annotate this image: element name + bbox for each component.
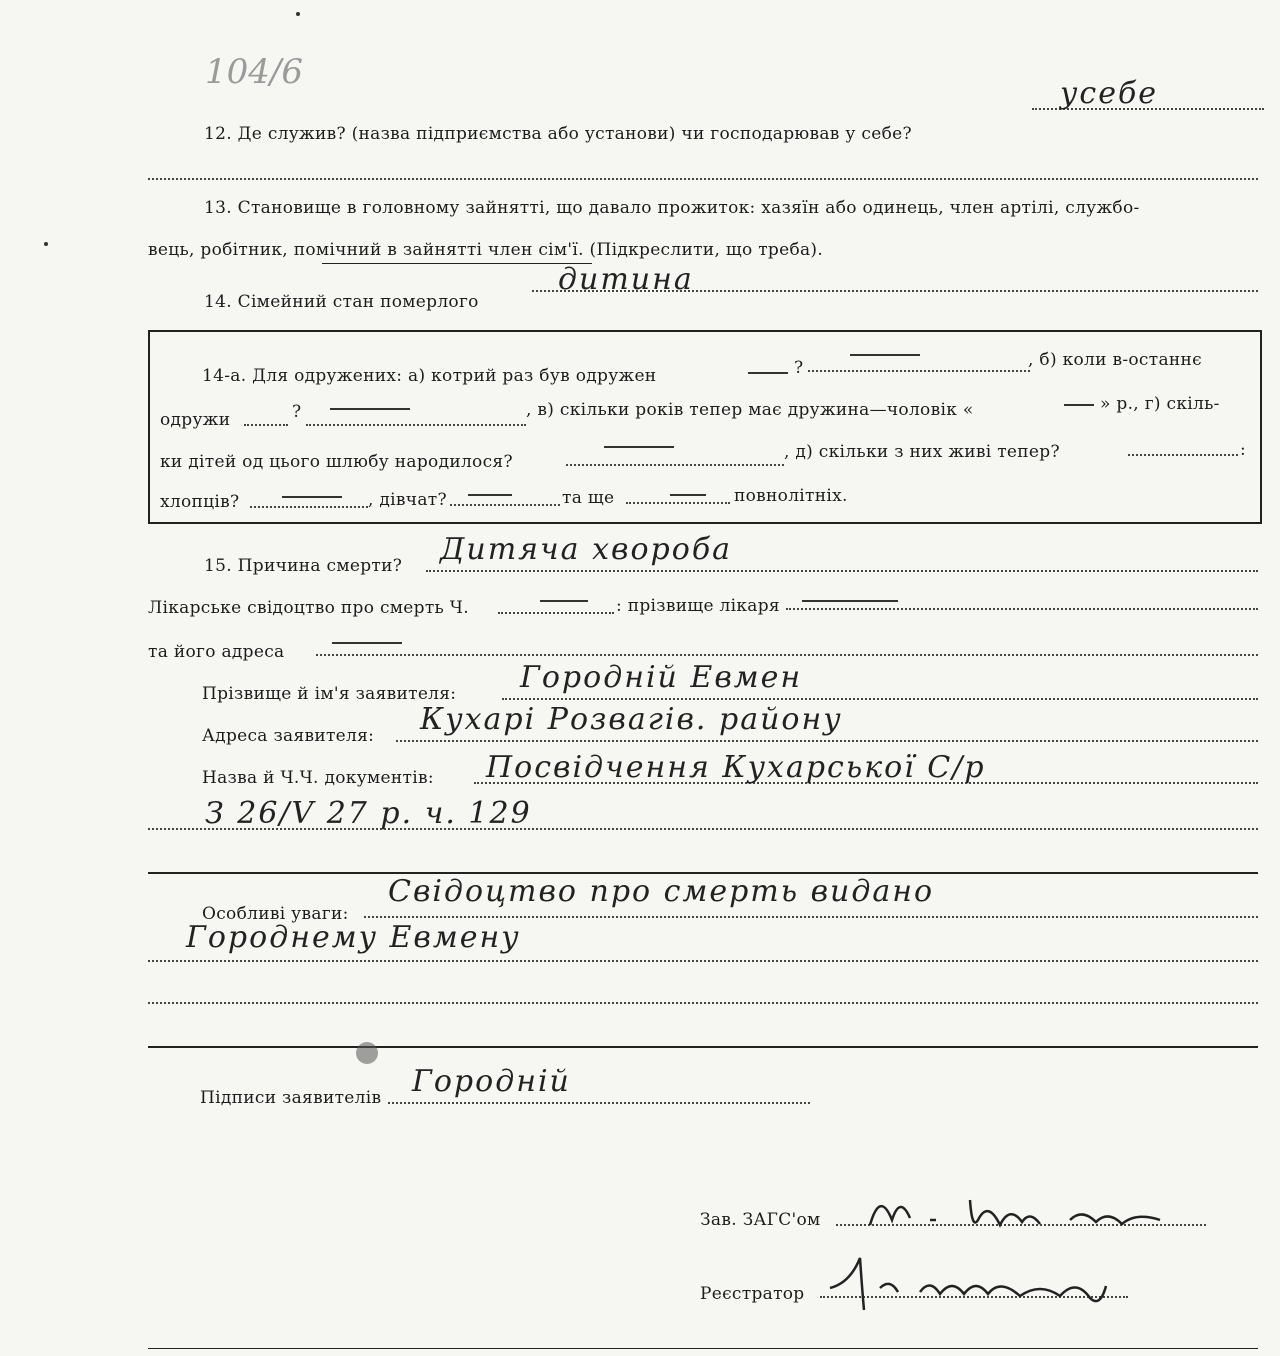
q14-label: 14. Сімейний стан померлого [204,292,479,312]
q14a-line1-label: 14-а. Для одружених: а) котрий раз був одружен [202,366,657,386]
certificate-dash [540,600,588,602]
ink-blot [356,1042,378,1064]
q14a-line4-label-c: та ще [562,488,615,508]
applicant-name: Городній Евмен [520,660,803,695]
section-divider [148,1046,1258,1048]
q14a-dash [748,372,788,374]
address-line [316,654,1258,656]
q14a-line3-label: ки дітей од цього шлюбу народилося? [160,452,513,472]
q15-answer-line [426,570,1258,572]
registrar-label: Реєстратор [700,1284,805,1304]
q14a-adults-line [626,502,730,504]
notes-value-line2: Городнему Евмену [186,920,521,955]
q14a-dash [1064,404,1094,406]
applicant-signature: Городній [412,1064,571,1099]
q14a-living-line [1128,454,1238,456]
q14a-married-when-line [244,424,288,426]
documents-value: Посвідчення Кухарської С/р [486,750,986,785]
q14a-children-line [566,464,784,466]
q14-answer: дитина [558,262,694,297]
applicant-name-line [502,698,1258,700]
q15-label: 15. Причина смерти? [204,556,403,576]
registrar-signature [820,1248,1140,1318]
applicant-address-label: Адреса заявителя: [202,726,375,746]
doctor-label: : прізвище лікаря [616,596,780,616]
q14a-married-when-line2 [306,424,526,426]
q14a-dash [604,446,674,448]
q14a-line1-label-b: , б) коли в-останнє [1028,350,1202,370]
q14a-line4-label: хлопців? [160,492,240,512]
q14a-line3-label-b: , д) скільки з них живі тепер? [784,442,1060,462]
applicant-address: Кухарі Розвагів. району [420,702,843,737]
doctor-name-line [786,608,1258,610]
notes-line2 [148,960,1258,962]
documents-label: Назва й Ч.Ч. документів: [202,768,434,788]
q14a-line4-label-b: , дівчат? [368,490,447,510]
q13-underline [322,263,592,264]
q14a-line2-label-b: , в) скільки років тепер має дружина—чоловік « [526,400,974,420]
q14a-line2-question: ? [292,402,302,422]
q12-continuation-line [148,178,1258,180]
q14a-line4-label-d: повнолітніх. [734,486,848,506]
q14a-line2-label: одружи [160,410,231,430]
bottom-line [148,1348,1258,1349]
applicant-name-label: Прізвище й ім'я заявителя: [202,684,457,704]
q14a-dash [850,354,920,356]
doctor-dash [802,600,898,602]
documents-continuation-line [148,828,1258,830]
q14a-times-married-line [808,370,1030,372]
q14a-girls-line [450,504,560,506]
documents-value-line2: З 26/V 27 р. ч. 129 [205,796,532,831]
zags-head-signature [860,1180,1200,1240]
ink-speck [296,12,300,16]
address-dash [332,642,402,644]
q13-label-line2: вець, робітник, помічний в зайнятті член сім'ї. (Підкреслити, що треба). [148,240,824,260]
q13-label-line1: 13. Становище в головному зайнятті, що давало прожиток: хазяїн або одинець, член артілі, службо- [204,198,1140,218]
archive-page-number: 104/6 [205,52,303,92]
ink-speck [44,242,48,246]
q12-answer: усебе [1060,76,1159,111]
notes-value-line1: Свідоцтво про смерть видано [388,874,935,909]
signatures-line [388,1102,810,1104]
signatures-label: Підписи заявителів [200,1088,382,1108]
certificate-number-line [498,612,614,614]
applicant-address-line [396,740,1258,742]
q14a-dash [670,494,706,496]
notes-line3 [148,1002,1258,1004]
q14a-line1-question: ? [794,358,804,378]
notes-line1 [364,916,1258,918]
q14a-line2-label-c: » р., г) скіль- [1100,394,1220,414]
q14a-dash [282,496,342,498]
q14a-dash [330,408,410,410]
certificate-label: Лікарське свідоцтво про смерть Ч. [148,598,469,618]
q12-label: 12. Де служив? (назва підприємства або установи) чи господарював у себе? [204,124,912,144]
notes-label: Особливі уваги: [202,904,349,924]
q14a-line3-label-c: : [1240,440,1247,460]
zags-head-label: Зав. ЗАГС'ом [700,1210,821,1230]
address-label: та його адреса [148,642,285,662]
q15-answer: Дитяча хвороба [440,532,733,567]
q14a-boys-line [250,506,368,508]
q14a-dash [468,494,512,496]
